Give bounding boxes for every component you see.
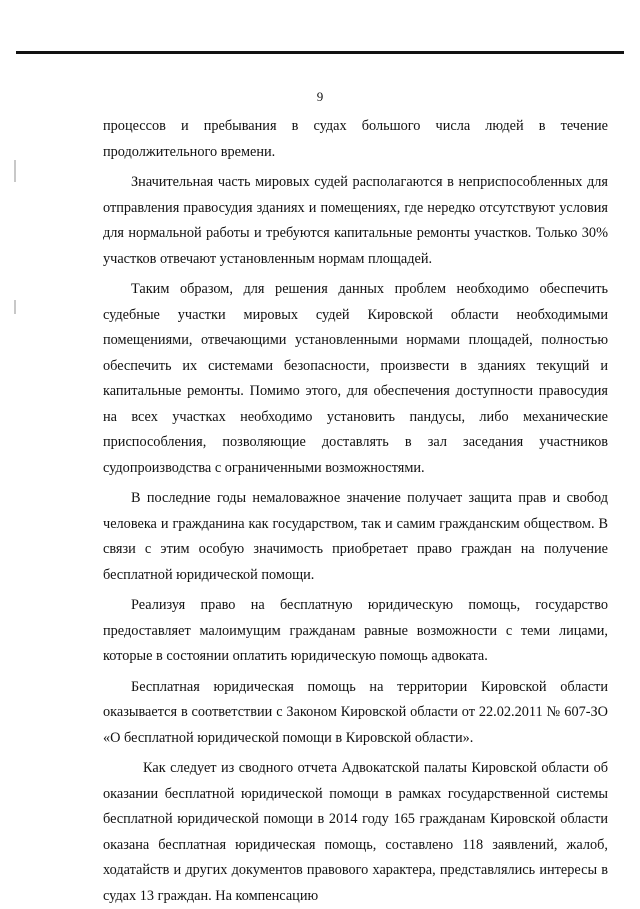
paragraph: Таким образом, для решения данных проблем необходимо обеспечить судебные участки мировых судей Кировской области необходимыми помещениями, отвечающими установленными нормами площадей, полностью обеспечить их системами безопасности, произвести в зданиях текущий и капитальные ремонты. Помимо этого, для обеспечения доступности правосудия на всех участках необходимо установить пандусы, либо механические приспособления, позволяющие доставлять в зал заседания участников судопроизводства с ограниченными возможностями. xyxy=(103,281,608,476)
paragraph: Как следует из сводного отчета Адвокатской палаты Кировской области об оказании бесплатной юридической помощи в рамках государственной системы бесплатной юридической помощи в 2014 году 165 гражданам Кировской области оказана бесплатная юридическая помощь, составлено 118 заявлений, жалоб, ходатайств и других документов правового характера, представлялись интересы в судах 13 граждан. На компенсацию xyxy=(103,760,608,904)
paragraph: В последние годы немаловажное значение получает защита прав и свобод человека и гражданина как государством, так и самим гражданским обществом. В связи с этим особую значимость приобретает право граждан на получение бесплатной юридической помощи. xyxy=(103,490,608,583)
page-number: 9 xyxy=(316,89,324,104)
scan-margin-mark xyxy=(14,160,16,182)
scan-margin-mark xyxy=(14,300,16,314)
document-body xyxy=(103,114,608,909)
paragraph: Бесплатная юридическая помощь на территории Кировской области оказывается в соответствии с Законом Кировской области от 22.02.2011 № 607-ЗО «О бесплатной юридической помощи в Кировской области». xyxy=(103,678,608,746)
header-rule xyxy=(16,51,624,54)
paragraph: процессов и пребывания в судах большого числа людей в течение продолжительного времени. xyxy=(103,118,608,160)
paragraph: Реализуя право на бесплатную юридическую помощь, государство предоставляет малоимущим гражданам равные возможности с теми лицами, которые в состоянии оплатить юридическую помощь адвоката. xyxy=(103,597,608,664)
paragraph: Значительная часть мировых судей располагаются в неприспособленных для отправления правосудия зданиях и помещениях, где нередко отсутствуют условия для нормальной работы и требуются капитальные ремонты участков. Только 30% участков отвечают установленным нормам площадей. xyxy=(103,174,608,267)
